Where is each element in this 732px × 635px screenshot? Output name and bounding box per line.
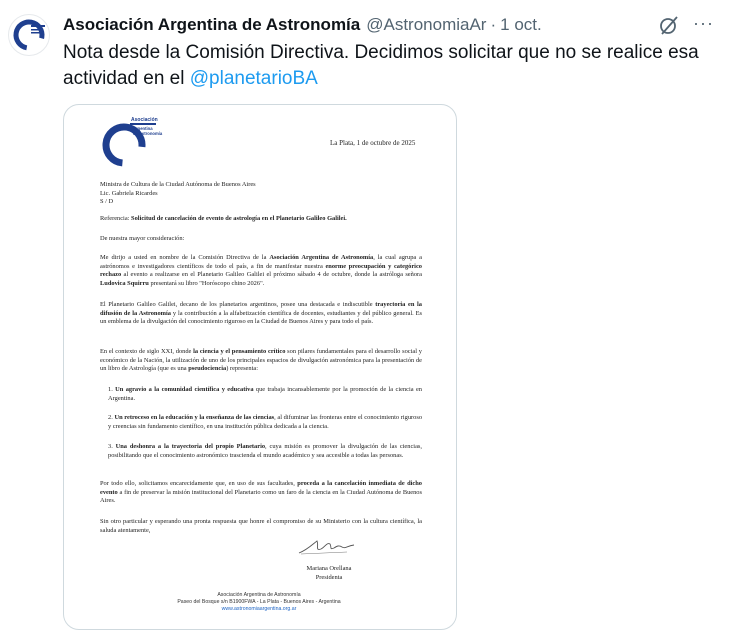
item-number: 3. bbox=[108, 443, 116, 450]
signer-role: Presidenta bbox=[315, 573, 343, 581]
letter-date: La Plata, 1 de octubre de 2025 bbox=[330, 139, 416, 147]
item-number: 1. bbox=[108, 386, 116, 393]
p3-bold: pseudociencia bbox=[188, 365, 227, 373]
association-logo-icon bbox=[9, 15, 49, 55]
p1-text: , la cual agrupa a astrónomos e investigadores científicos de todo el país, a fin de manifestar nuestra bbox=[100, 254, 423, 270]
letter-item-3 bbox=[108, 443, 422, 460]
p3-text: ) representa: bbox=[226, 365, 258, 373]
p3-text: En el contexto de siglo XXI, donde bbox=[100, 348, 194, 355]
recipient-line: Ministra de Cultura de la Ciudad Autónoma de Buenos Aires bbox=[100, 181, 256, 188]
item-text: , al difuminar las fronteras entre el conocimiento riguroso y creencias sin fundamento científico, en una institución pública dedicada a la ciencia. bbox=[108, 414, 423, 430]
author-avatar[interactable] bbox=[8, 14, 50, 56]
footer-url: www.astronomiaargentina.org.ar bbox=[221, 606, 297, 612]
logo-text-line-3: de Astronomía bbox=[133, 131, 163, 136]
mention-link[interactable]: @planetarioBA bbox=[189, 68, 318, 89]
p3-bold: la ciencia y el pensamiento crítico bbox=[193, 348, 286, 355]
recipient-line: Lic. Gabriela Ricardes bbox=[100, 189, 158, 197]
p1-bold: Asociación Argentina de Astronomía bbox=[269, 254, 374, 261]
p1-bold: Ludovica Squirru bbox=[100, 279, 149, 287]
more-options-icon[interactable]: ··· bbox=[693, 13, 714, 33]
letter-paragraph-2 bbox=[100, 301, 422, 327]
p4-text: a fin de preservar la misión institucional del Planetario como un faro de la ciencia en la Ciudad Autónoma de Buenos Aires. bbox=[100, 488, 422, 505]
recipient-line: S / D bbox=[100, 198, 114, 206]
author-handle[interactable]: @AstronomiaAr bbox=[366, 15, 487, 34]
separator-dot: · bbox=[490, 15, 497, 34]
p1-text: Me dirijo a usted en nombre de la Comisión Directiva de la bbox=[100, 254, 270, 261]
footer-org: Asociación Argentina de Astronomía bbox=[217, 592, 301, 598]
letter-logo-icon bbox=[100, 115, 163, 169]
signature-icon bbox=[297, 538, 357, 556]
letter-footer bbox=[124, 592, 394, 613]
p1-text: al evento a realizarse en el Planetario Galileo Galilei el próximo sábado 4 de octubre, donde la astróloga señora bbox=[121, 271, 422, 279]
item-bold: Un agravio a la comunidad científica y educativa bbox=[115, 386, 254, 393]
p1-text: presentará su libro "Horóscopo chino 2026". bbox=[148, 279, 265, 287]
letter-recipient bbox=[100, 181, 430, 207]
logo-text-line-2: Argentina bbox=[133, 126, 153, 131]
letter-item-2 bbox=[108, 414, 422, 431]
item-bold: Un retroceso en la educación y la enseñanza de las ciencias bbox=[114, 414, 275, 421]
letter-paragraph-4 bbox=[100, 480, 422, 506]
item-number: 2. bbox=[108, 414, 115, 421]
tweet-header bbox=[63, 13, 722, 37]
tweet-text-main: Nota desde la Comisión Directiva. Decidimos solicitar que no se realice esa actividad en el bbox=[63, 42, 699, 89]
letter-signer bbox=[294, 565, 364, 582]
tweet-media-image[interactable] bbox=[63, 104, 457, 630]
letter-paragraph-1 bbox=[100, 254, 422, 288]
tweet-timestamp[interactable]: 1 oct. bbox=[500, 15, 542, 34]
letter-item-1 bbox=[108, 386, 422, 403]
letter-reference bbox=[100, 215, 430, 224]
p2-text: y la contribución a la alfabetización científica de docentes, estudiantes y del público general. Es un emblema de la divulgación del conocimiento riguroso en la Ciudad de Buenos Aires y para todo el país. bbox=[100, 309, 422, 326]
p2-text: El Planetario Galileo Galilei, decano de los planetarios argentinos, posee una destacada e indiscutible bbox=[100, 301, 376, 308]
footer-address: Paseo del Bosque s/n B1900FWA - La Plata - Buenos Aires - Argentina bbox=[177, 599, 341, 605]
signer-name: Mariana Orellana bbox=[306, 565, 352, 572]
item-bold: Una deshonra a la trayectoria del propio Planetario bbox=[115, 443, 266, 450]
p4-text: Por todo ello, solicitamos encarecidamente que, en uso de sus facultades, bbox=[100, 480, 298, 487]
letter-paragraph-3 bbox=[100, 348, 422, 374]
p3-text: son pilares fundamentales para el desarrollo social y económico de la Nación, la utilización de uno de los principales espacios de divulgación astronómica para la presentación de un libro de Astrología (que es una bbox=[100, 348, 422, 373]
author-name[interactable]: Asociación Argentina de Astronomía bbox=[63, 15, 361, 34]
letter-greeting: De nuestra mayor consideración: bbox=[100, 235, 185, 242]
reference-text: Solicitud de cancelación de evento de astrología en el Planetario Galileo Galilei. bbox=[131, 215, 347, 222]
item-text: , cuya misión es promover la divulgación de las ciencias, posibilitando que el conocimiento astronómico trascienda el mundo académico y sea accesible a todas las personas. bbox=[108, 443, 422, 459]
tweet-text bbox=[63, 40, 723, 92]
item-text: que trabaja incansablemente por la promoción de la ciencia en Argentina. bbox=[108, 386, 422, 402]
p2-bold: trayectoria en la difusión de la Astronomía bbox=[100, 301, 423, 317]
reference-label: Referencia: bbox=[100, 215, 132, 222]
letter-document bbox=[64, 105, 456, 629]
p4-bold: proceda a la cancelación inmediata de dicho evento bbox=[100, 480, 422, 496]
p1-bold: enorme preocupación y categórico rechazo bbox=[100, 262, 422, 279]
letter-paragraph-5: Sin otro particular y esperando una pronta respuesta que honre el compromiso de su Ministerio con la cultura científica, la saluda atentamente, bbox=[100, 518, 422, 534]
logo-text-line-1: Asociación bbox=[131, 117, 158, 123]
grok-icon[interactable] bbox=[658, 14, 680, 36]
